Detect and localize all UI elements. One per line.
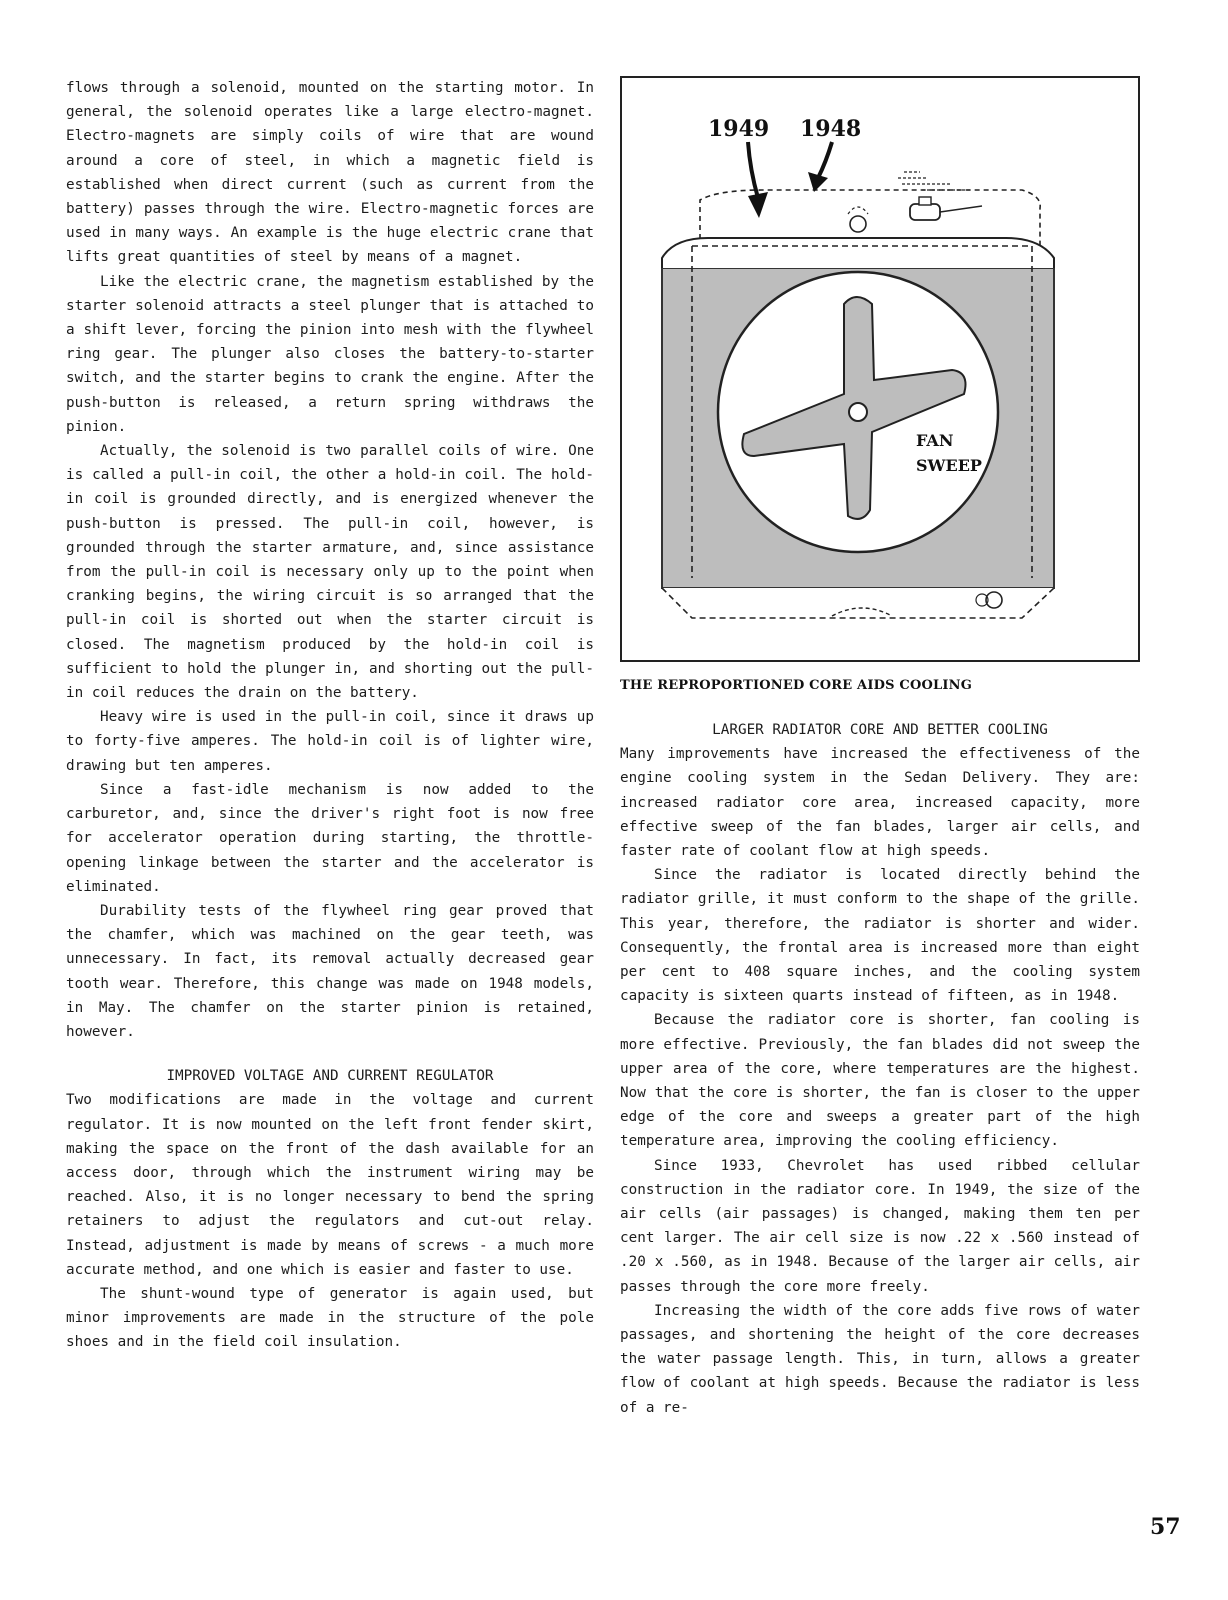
regulator-heading: IMPROVED VOLTAGE AND CURRENT REGULATOR: [166, 1068, 494, 1085]
tank-1949: [662, 238, 1054, 268]
left-paragraph-8: The shunt-wound type of generator is again used, but minor improvements are made in the structure of the pole shoes and in the field coil insulation.: [66, 1285, 594, 1351]
filler-cap-1949: [850, 216, 866, 232]
right-paragraph-2: Since the radiator is located directly behind the radiator grille, it must conform to the shape of the grille. This year, therefore, the radiator is shorter and wider. Consequently, the frontal area is increased more than eight per cent to 408 square inches, and the cooling system capacity is sixteen quarts instead of fifteen, as in 1948.: [620, 867, 1140, 1005]
left-paragraph-6: Durability tests of the flywheel ring gear proved that the chamfer, which was machined on the gear teeth, was unnecessary. In fact, its removal actually decreased gear tooth wear. Therefore, this change was made on 1948 models, in May. The chamfer on the starter pinion is retained, however.: [66, 902, 594, 1040]
page-number: 57: [1150, 1514, 1181, 1540]
left-paragraph-2: Like the electric crane, the magnetism established by the starter solenoid attracts a steel plunger that is attached to a shift lever, forcing the pinion into mesh with the flywheel ring gear. The plunger also closes the battery-to-starter switch, and the starter begins to crank the engine. After the push-button is released, a return spring withdraws the pinion.: [66, 273, 594, 435]
label-fan: FAN: [916, 431, 954, 450]
left-paragraph-3: Actually, the solenoid is two parallel coils of wire. One is called a pull-in coil, the other a hold-in coil. The hold-in coil is grounded directly, and is energized whenever the push-button is pressed. The pull-in coil, however, is grounded through the starter armature, and, since assistance from the pull-in coil is necessary only up to the point when cranking begins, the wiring circuit is so arranged that the pull-in coil is shorted out when the starter circuit is closed. The magnetism produced by the hold-in coil is sufficient to hold the plunger in, and shorting out the pull-in coil reduces the drain on the battery.: [66, 443, 594, 702]
filler-cap-1948: [910, 204, 940, 220]
left-paragraph-1: flows through a solenoid, mounted on the starting motor. In general, the solenoid operates like a large electro-magnet. Electro-magnets are simply coils of wire that are wound around a core of steel, in which a magnetic field is established when direct current (such as current from the battery) passes through the wire. Electro-magnetic forces are used in many ways. An example is the huge electric crane that lifts great quantities of steel by means of a magnet.: [66, 80, 594, 266]
label-1949: 1949: [708, 116, 770, 142]
right-column: [620, 718, 1140, 1420]
left-paragraph-7: Two modifications are made in the voltage and current regulator. It is now mounted on the left front fender skirt, making the space on the front of the dash available for an access door, through which the instrument wiring may be reached. Also, it is no longer necessary to bend the spring retainers to adjust the regulators and cut-out relay. Instead, adjustment is made by means of screws - a much more accurate method, and one which is easier and faster to use.: [66, 1092, 594, 1278]
label-sweep: SWEEP: [916, 456, 982, 475]
radiator-heading: LARGER RADIATOR CORE AND BETTER COOLING: [712, 722, 1048, 738]
left-paragraph-5: Since a fast-idle mechanism is now added to the carburetor, and, since the driver's right foot is now free for accelerator operation during starting, the throttle-opening linkage between the starter and the accelerator is eliminated.: [66, 781, 594, 895]
right-paragraph-5: Increasing the width of the core adds five rows of water passages, and shortening the height of the core decreases the water passage length. This, in turn, allows a greater flow of coolant at high speeds. Because the radiator is less of a re-: [620, 1302, 1140, 1416]
right-paragraph-1: Many improvements have increased the effectiveness of the engine cooling system in the Sedan Delivery. They are: increased radiator core area, increased capacity, more effective sweep of the fan blades, larger air cells, and faster rate of coolant flow at high speeds.: [620, 746, 1140, 860]
fan-hub: [849, 403, 867, 421]
figure-caption: THE REPROPORTIONED CORE AIDS COOLING: [620, 678, 973, 693]
right-paragraph-3: Because the radiator core is shorter, fan cooling is more effective. Previously, the fan blades did not sweep the upper area of the core, where temperatures are the highest. Now that the core is shorter, the fan is closer to the upper edge of the core and sweeps a greater part of the high temperature area, improving the cooling efficiency.: [620, 1012, 1140, 1150]
arrow-1948: [818, 142, 832, 178]
right-paragraph-4: Since 1933, Chevrolet has used ribbed cellular construction in the radiator core. In 1949, the size of the air cells (air passages) is changed, making them ten per cent larger. The air cell size is now .22 x .560 instead of .20 x .560, as in 1948. Because of the larger air cells, air passes through the core more freely.: [620, 1157, 1140, 1295]
radiator-diagram: [622, 78, 1138, 660]
radiator-figure: [620, 76, 1140, 662]
label-1948: 1948: [800, 116, 862, 142]
left-paragraph-4: Heavy wire is used in the pull-in coil, since it draws up to forty-five amperes. The hold-in coil is of lighter wire, drawing but ten amperes.: [66, 709, 594, 774]
left-column: [66, 76, 594, 1355]
